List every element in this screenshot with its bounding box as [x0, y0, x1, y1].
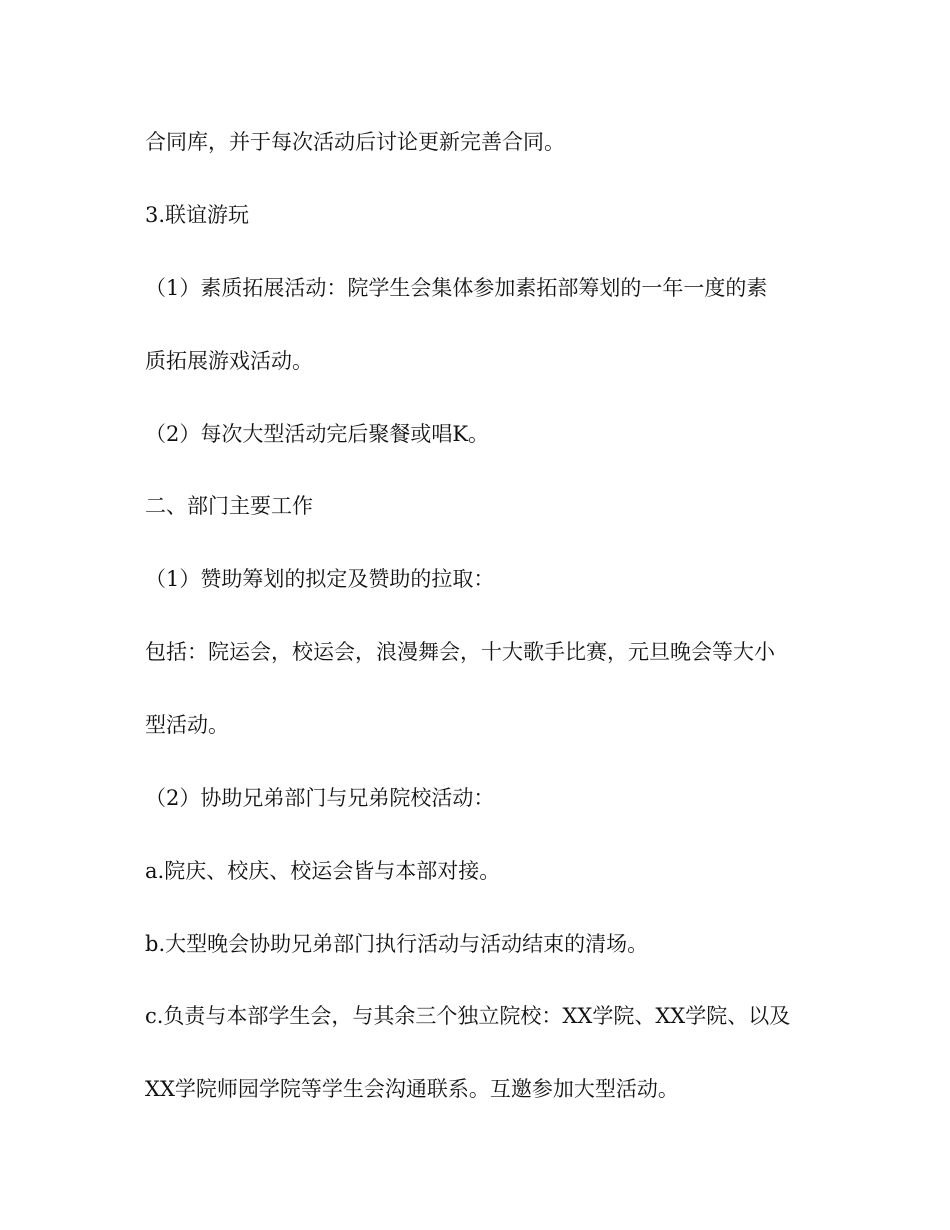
section-heading: 3.联谊游玩 — [145, 203, 250, 227]
paragraph-line: （2）协助兄弟部门与兄弟院校活动： — [145, 786, 495, 810]
paragraph-line: 质拓展游戏活动。 — [145, 349, 313, 373]
paragraph-line: （2）每次大型活动完后聚餐或唱K。 — [145, 422, 490, 446]
paragraph-line: （1）素质拓展活动：院学生会集体参加素拓部筹划的一年一度的素 — [145, 276, 768, 300]
paragraph-line: 合同库，并于每次活动后讨论更新完善合同。 — [145, 130, 565, 154]
paragraph-line: c.负责与本部学生会，与其余三个独立院校：XX学院、XX学院、以及 — [145, 1004, 791, 1028]
paragraph-line: a.院庆、校庆、校运会皆与本部对接。 — [145, 859, 501, 883]
paragraph-line: 型活动。 — [145, 713, 229, 737]
paragraph-line: b.大型晚会协助兄弟部门执行活动与活动结束的清场。 — [145, 932, 649, 956]
paragraph-line: 包括：院运会，校运会，浪漫舞会，十大歌手比赛，元旦晚会等大小 — [145, 640, 775, 664]
section-heading: 二、部门主要工作 — [145, 494, 313, 518]
paragraph-line: XX学院师园学院等学生会沟通联系。互邀参加大型活动。 — [145, 1077, 679, 1101]
paragraph-line: （1）赞助筹划的拟定及赞助的拉取： — [145, 567, 495, 591]
